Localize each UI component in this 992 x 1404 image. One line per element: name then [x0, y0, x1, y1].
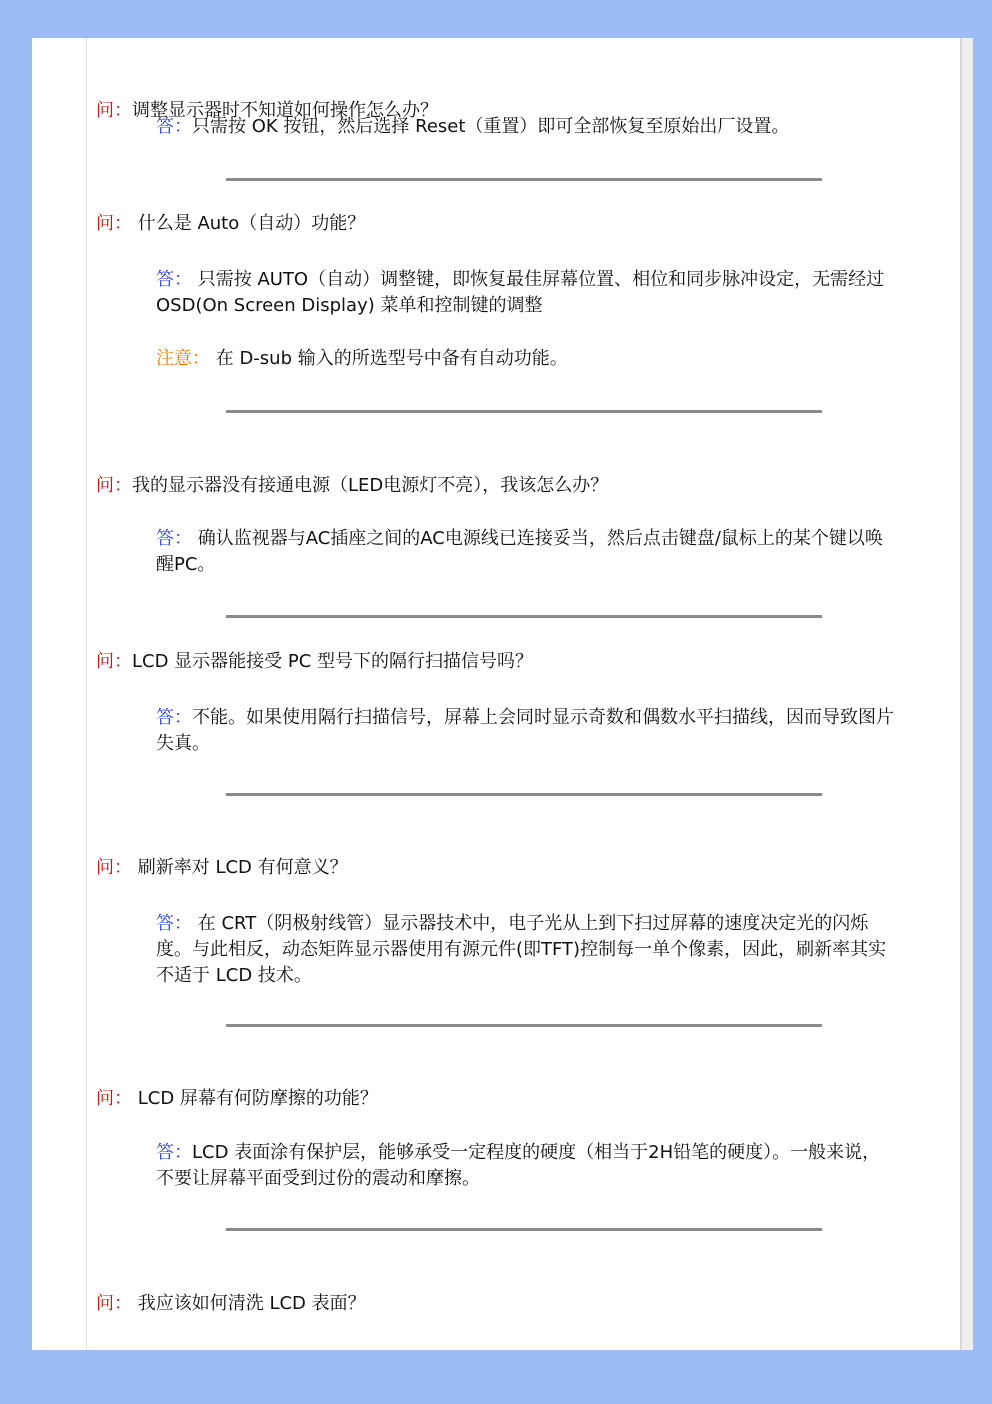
question-label: 问：	[96, 213, 132, 234]
faq-answer-3	[156, 526, 896, 578]
document-page	[32, 38, 960, 1350]
answer-label: 答：	[156, 269, 192, 290]
question-label: 问：	[96, 857, 132, 878]
question-text: LCD 显示器能接受 PC 型号下的隔行扫描信号吗？	[132, 651, 534, 672]
question-text: 什么是 Auto（自动）功能？	[132, 213, 366, 234]
faq-answer-5	[156, 911, 896, 989]
faq-answer-2	[156, 267, 896, 319]
faq-answer-6	[156, 1140, 896, 1192]
answer-label: 答：	[156, 707, 192, 728]
answer-label: 答：	[156, 913, 192, 934]
question-label: 问：	[96, 1088, 132, 1109]
answer-text: 确认监视器与AC插座之间的AC电源线已连接妥当，然后点击键盘/鼠标上的某个键以唤醒PC。	[156, 528, 883, 575]
question-text: 调整显示器时不知道如何操作怎么办？	[132, 100, 438, 121]
question-text: LCD 屏幕有何防摩擦的功能？	[132, 1088, 378, 1109]
faq-question-3	[96, 474, 608, 498]
question-text: 我应该如何清洗 LCD 表面？	[132, 1293, 366, 1314]
question-label: 问：	[96, 475, 132, 496]
separator-3	[226, 615, 822, 618]
separator-6	[226, 1228, 822, 1231]
question-label: 问：	[96, 1293, 132, 1314]
faq-answer-4	[156, 705, 896, 757]
separator-5	[226, 1024, 822, 1027]
separator-2	[226, 410, 822, 413]
note-text: 在 D-sub 输入的所选型号中备有自动功能。	[210, 348, 568, 369]
faq-question-5	[96, 856, 348, 880]
faq-answer-1	[156, 114, 896, 140]
separator-1	[226, 178, 822, 181]
answer-label: 答：	[156, 1142, 192, 1163]
question-label: 问：	[96, 100, 132, 121]
faq-question-2	[96, 212, 365, 236]
faq-question-4	[96, 650, 533, 674]
left-margin-rule	[86, 38, 87, 1350]
faq-question-7	[96, 1292, 366, 1316]
question-text: 我的显示器没有接通电源（LED电源灯不亮），我该怎么办？	[132, 475, 609, 496]
faq-question-6	[96, 1087, 378, 1111]
answer-text: 只需按 OK 按钮，然后选择 Reset（重置）即可全部恢复至原始出厂设置。	[192, 116, 790, 137]
answer-label: 答：	[156, 116, 192, 137]
page-edge-shadow	[960, 38, 973, 1350]
question-label: 问：	[96, 651, 132, 672]
question-text: 刷新率对 LCD 有何意义？	[132, 857, 348, 878]
answer-text: 只需按 AUTO（自动）调整键，即恢复最佳屏幕位置、相位和同步脉冲设定，无需经过OSD(On Screen Display) 菜单和控制键的调整	[156, 269, 885, 316]
separator-4	[226, 793, 822, 796]
answer-label: 答：	[156, 528, 192, 549]
note-label: 注意：	[156, 348, 210, 369]
answer-text: 不能。如果使用隔行扫描信号，屏幕上会同时显示奇数和偶数水平扫描线，因而导致图片失真。	[156, 707, 894, 754]
answer-text: 在 CRT（阴极射线管）显示器技术中，电子光从上到下扫过屏幕的速度决定光的闪烁度。与此相反，动态矩阵显示器使用有源元件(即TFT)控制每一单个像素，因此，刷新率其实不适于 LCD 技术。	[156, 913, 887, 986]
faq-note-2	[156, 346, 896, 372]
answer-text: LCD 表面涂有保护层，能够承受一定程度的硬度（相当于2H铅笔的硬度）。一般来说，不要让屏幕平面受到过份的震动和摩擦。	[156, 1142, 881, 1189]
